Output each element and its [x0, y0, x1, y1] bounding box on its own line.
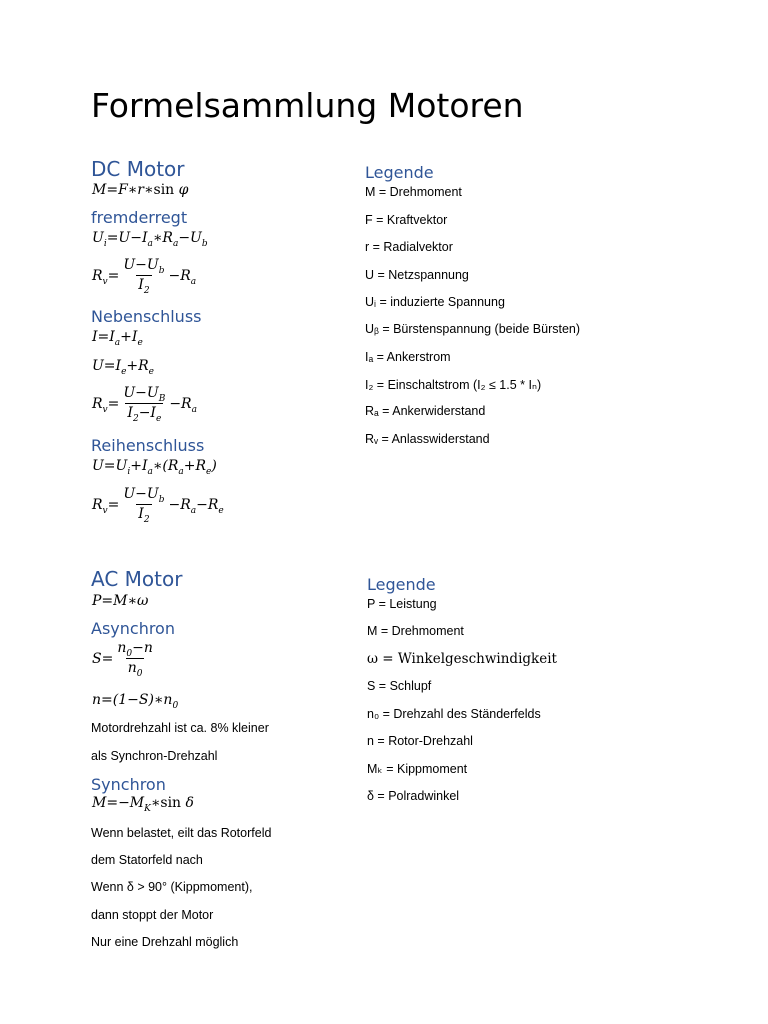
dc-legend-item: Rᵥ = Anlasswiderstand [365, 432, 490, 446]
dc-legend-heading: Legende [365, 163, 434, 182]
ac-legend-item: Mₖ = Kippmoment [367, 762, 468, 776]
ac-legend-item: n = Rotor-Drehzahl [367, 734, 473, 748]
ac-legend-item: S = Schlupf [367, 679, 432, 693]
dc-legend-item: Uᵢ = induzierte Spannung [365, 295, 505, 309]
dc-legend-item: Uᵦ = Bürstenspannung (beide Bürsten) [365, 322, 581, 336]
ac-legend-item: M = Drehmoment [367, 624, 464, 638]
ac-legend-item: P = Leistung [367, 597, 437, 611]
ac-motor-heading: AC Motor [91, 567, 183, 591]
dc-legend-item: U = Netzspannung [365, 268, 469, 282]
dc-legend-item: I₂ = Einschaltstrom (I₂ ≤ 1.5 * Iₙ) [365, 378, 542, 392]
synchron-note-line: Wenn belastet, eilt das Rotorfeld [91, 826, 272, 840]
synchron-note-line: dann stoppt der Motor [91, 908, 214, 922]
reihenschluss-heading: Reihenschluss [91, 436, 205, 455]
formula-rv-reihenschluss: $R_v=$ $\frac{U-U_b}{I_2}$ $-R_a-R_e$ [92, 486, 224, 525]
asynchron-note-line: als Synchron-Drehzahl [91, 749, 218, 763]
formula-voltage-nebenschluss: $U=I_e+R_e$ [92, 358, 154, 377]
dc-motor-heading: DC Motor [91, 157, 185, 181]
ac-legend-heading: Legende [367, 575, 436, 594]
asynchron-heading: Asynchron [91, 619, 175, 638]
dc-legend-item: Rₐ = Ankerwiderstand [365, 404, 486, 418]
formula-power: P=M∗ω [92, 593, 149, 609]
ac-legend-item: δ = Polradwinkel [367, 789, 460, 803]
ac-legend-item: ω = Winkelgeschwindigkeit [367, 651, 557, 667]
formula-current-nebenschluss: $I=I_a+I_e$ [92, 329, 143, 348]
formula-voltage-reihenschluss: $U=U_i+I_a∗(R_a+R_e)$ [92, 458, 217, 477]
formula-rv-fremderregt: $R_v=$ $\frac{U-U_b}{I_2}$ $-R_a$ [92, 257, 197, 296]
synchron-heading: Synchron [91, 775, 166, 794]
dc-legend-item: r = Radialvektor [365, 240, 453, 254]
formula-torque-synchron: $M=-M_K∗\sin$ δ [92, 795, 194, 814]
asynchron-note-line: Motordrehzahl ist ca. 8% kleiner [91, 721, 269, 735]
dc-legend-item: Iₐ = Ankerstrom [365, 350, 451, 364]
formula-induced-voltage: $U_i=U-I_a∗R_a-U_b$ [92, 230, 208, 249]
formula-rotor-speed: $n=(1-S)∗n_0$ [92, 692, 179, 711]
formula-slip: S= $\frac{n_0-n}{n_0}$ [92, 640, 153, 679]
dc-legend-item: M = Drehmoment [365, 185, 462, 199]
formula-torque-dc: M=F∗r∗sin φ [92, 182, 189, 198]
synchron-note-line: dem Statorfeld nach [91, 853, 203, 867]
ac-legend-item: n₀ = Drehzahl des Ständerfelds [367, 707, 541, 721]
formula-rv-nebenschluss: $R_v=$ $\frac{U-U_B}{I_2-I_e}$ $-R_a$ [92, 385, 197, 424]
dc-legend-item: F = Kraftvektor [365, 213, 448, 227]
nebenschluss-heading: Nebenschluss [91, 307, 202, 326]
fremderregt-heading: fremderregt [91, 208, 188, 227]
page-title: Formelsammlung Motoren [91, 86, 524, 125]
synchron-note-line: Nur eine Drehzahl möglich [91, 935, 239, 949]
synchron-note-line: Wenn δ > 90° (Kippmoment), [91, 880, 253, 894]
